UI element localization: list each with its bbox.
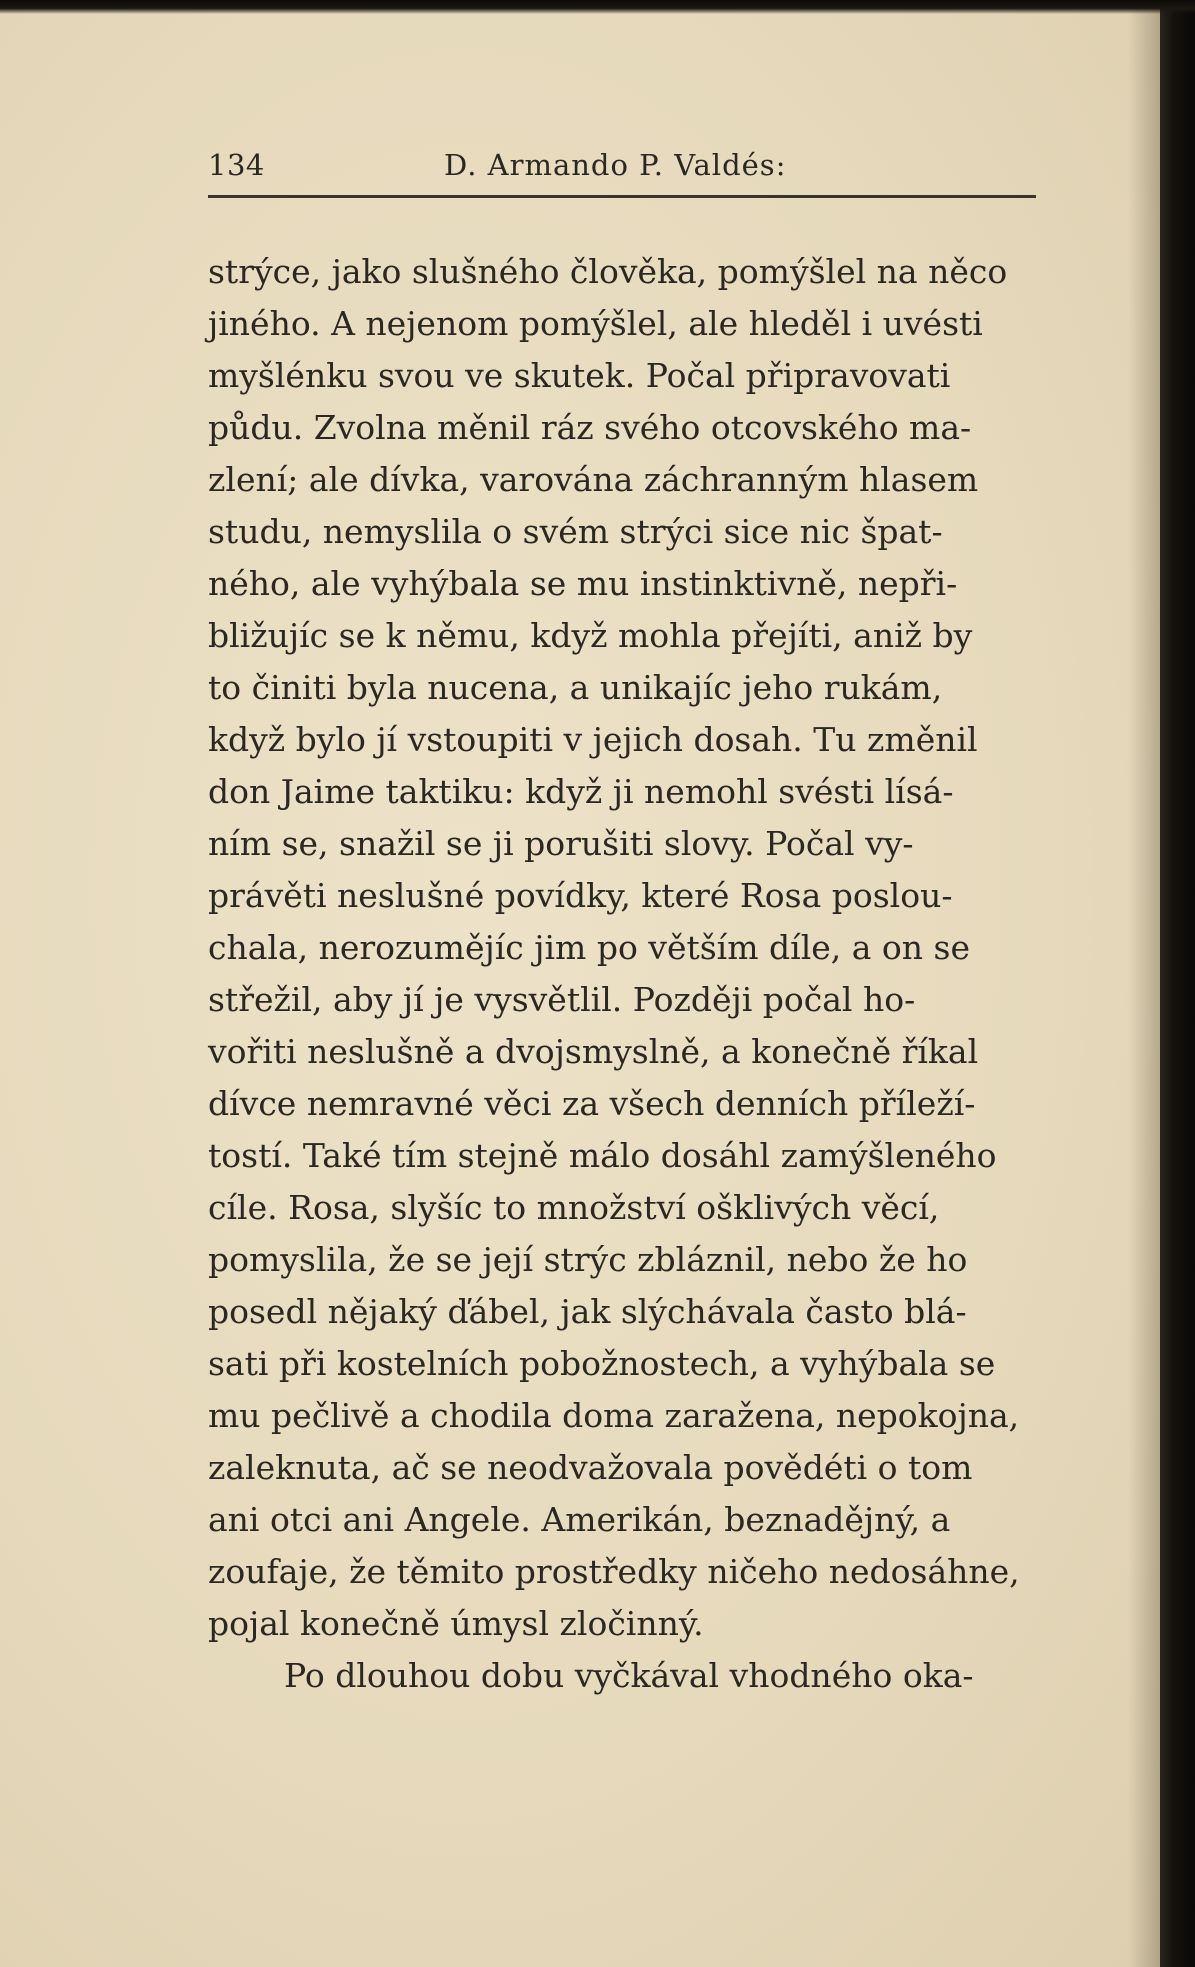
text-line: pomyslila, že se její strýc zbláznil, nebo že ho xyxy=(208,1240,968,1279)
text-line: půdu. Zvolna měnil ráz svého otcovského ma- xyxy=(208,408,972,447)
page-gutter-shadow xyxy=(1128,0,1160,1967)
text-line: tostí. Také tím stejně málo dosáhl zamýšleného xyxy=(208,1136,997,1175)
text-line-new-paragraph: Po dlouhou dobu vyčkával vhodného oka- xyxy=(284,1656,974,1695)
text-line: strýce, jako slušného člověka, pomýšlel na něco xyxy=(208,252,1008,291)
text-line: chala, nerozumějíc jim po větším díle, a on se xyxy=(208,928,970,967)
text-line: to činiti byla nucena, a unikajíc jeho rukám, xyxy=(208,668,943,707)
text-line: vořiti neslušně a dvojsmyslně, a konečně říkal xyxy=(208,1032,979,1071)
text-line: právěti neslušné povídky, které Rosa poslou- xyxy=(208,876,953,915)
page-edge-dark xyxy=(1160,0,1195,1967)
text-line: ného, ale vyhýbala se mu instinktivně, nepři- xyxy=(208,564,958,603)
text-line: zaleknuta, ač se neodvažovala povědéti o tom xyxy=(208,1448,973,1487)
text-line: zlení; ale dívka, varována záchranným hlasem xyxy=(208,460,979,499)
text-line: mu pečlivě a chodila doma zaražena, nepokojna, xyxy=(208,1396,1020,1435)
text-line-paragraph-end: pojal konečně úmysl zločinný. xyxy=(208,1604,704,1643)
text-line: myšlénku svou ve skutek. Počal připravovati xyxy=(208,356,951,395)
text-line: don Jaime taktiku: když ji nemohl svésti lísá- xyxy=(208,772,954,811)
text-line: studu, nemyslila o svém strýci sice nic špat- xyxy=(208,512,943,551)
text-line: posedl nějaký ďábel, jak slýchávala často blá- xyxy=(208,1292,967,1331)
page-header xyxy=(208,140,1038,190)
page-number: 134 xyxy=(208,148,265,182)
body-text xyxy=(208,246,1048,1702)
text-line: zoufaje, že těmito prostředky ničeho nedosáhne, xyxy=(208,1552,1020,1591)
text-line: ním se, snažil se ji porušiti slovy. Počal vy- xyxy=(208,824,914,863)
text-line: ani otci ani Angele. Amerikán, beznadějný, a xyxy=(208,1500,951,1539)
text-line: sati při kostelních pobožnostech, a vyhýbala se xyxy=(208,1344,996,1383)
scan-top-edge xyxy=(0,0,1195,14)
text-line: když bylo jí vstoupiti v jejich dosah. Tu změnil xyxy=(208,720,978,759)
text-line: cíle. Rosa, slyšíc to množství ošklivých věcí, xyxy=(208,1188,940,1227)
running-head: D. Armando P. Valdés: xyxy=(444,148,787,182)
text-line: bližujíc se k němu, když mohla přejíti, aniž by xyxy=(208,616,973,655)
text-line: dívce nemravné věci za všech denních příleží- xyxy=(208,1084,976,1123)
text-line: střežil, aby jí je vysvětlil. Později počal ho- xyxy=(208,980,916,1019)
text-line: jiného. A nejenom pomýšlel, ale hleděl i uvésti xyxy=(208,304,983,343)
header-rule xyxy=(208,195,1036,198)
